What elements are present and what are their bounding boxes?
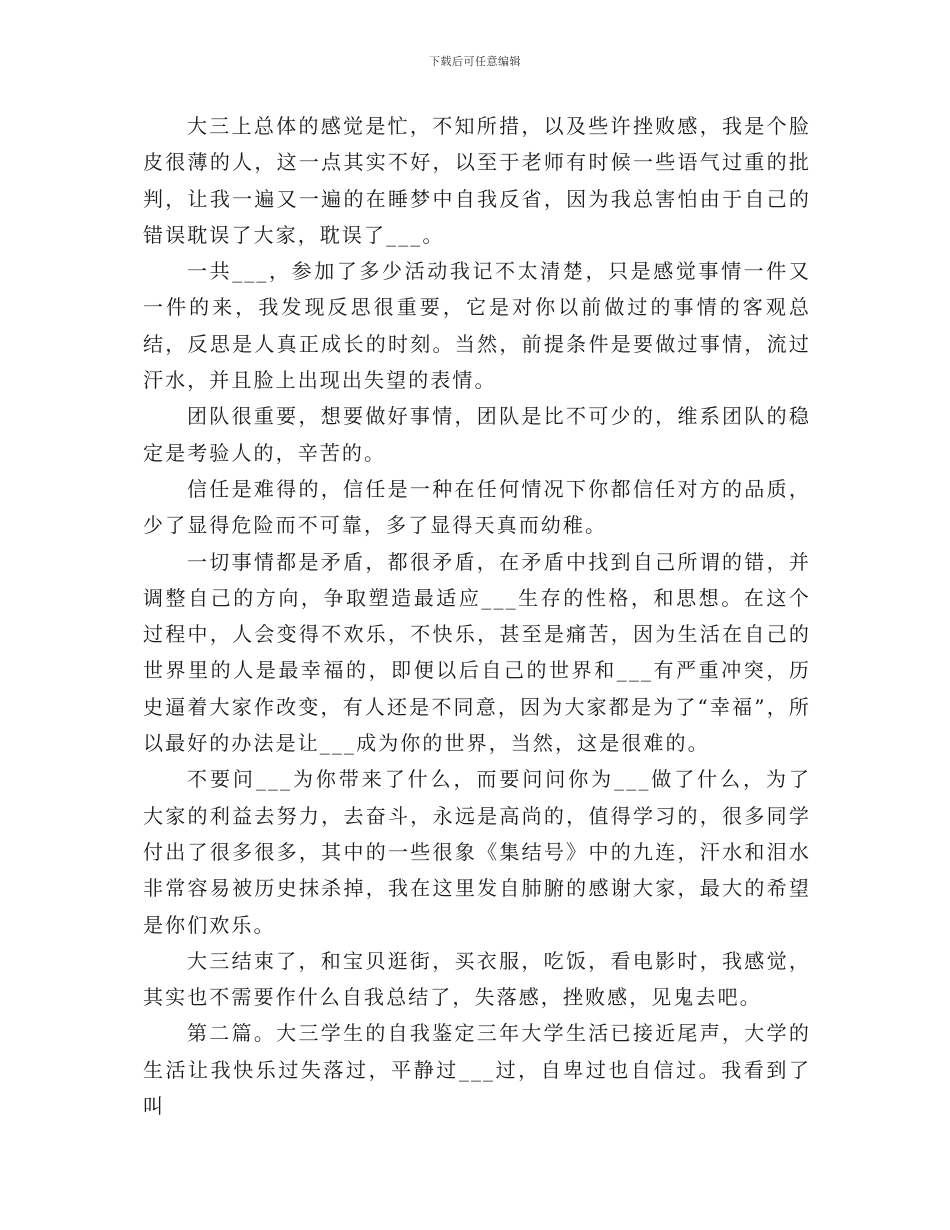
paragraph: 大三结束了，和宝贝逛街，买衣服，吃饭，看电影时，我感觉，其实也不需要作什么自我总结了，失落感，挫败感，见鬼去吧。 (143, 948, 811, 1010)
page-header: 下载后可任意编辑 (429, 55, 521, 68)
paragraph: 信任是难得的，信任是一种在任何情况下你都信任对方的品质，少了显得危险而不可靠，多了显得天真而幼稚。 (143, 476, 811, 538)
paragraph: 一共___，参加了多少活动我记不太清楚，只是感觉事情一件又一件的来，我发现反思很重要，它是对你以前做过的事情的客观总结，反思是人真正成长的时刻。当然，前提条件是要做过事情，流过汗水，并且脸上出现出失望的表情。 (143, 259, 811, 393)
paragraph: 团队很重要，想要做好事情，团队是比不可少的，维系团队的稳定是考验人的，辛苦的。 (143, 404, 811, 465)
paragraph: 一切事情都是矛盾，都很矛盾，在矛盾中找到自己所谓的错，并调整自己的方向，争取塑造最适应___生存的性格，和思想。在这个过程中，人会变得不欢乐，不快乐，甚至是痛苦，因为生活在自己的世界里的人是最幸福的，即便以后自己的世界和___有严重冲突，历史逼着大家作改变，有人还是不同意，因为大家都是为了“幸福”，所以最好的办法是让___成为你的世界，当然，这是很难的。 (143, 549, 811, 756)
paragraph: 不要问___为你带来了什么，而要问问你为___做了什么，为了大家的利益去努力，去奋斗，永远是高尚的，值得学习的，很多同学付出了很多很多，其中的一些很象《集结号》中的九连，汗水和泪水非常容易被历史抹杀掉，我在这里发自肺腑的感谢大家，最大的希望是你们欢乐。 (143, 767, 811, 937)
paragraph: 第二篇。大三学生的自我鉴定三年大学生活已接近尾声，大学的生活让我快乐过失落过，平静过___过，自卑过也自信过。我看到了叫 (143, 1021, 811, 1119)
paragraph: 大三上总体的感觉是忙，不知所措，以及些许挫败感，我是个脸皮很薄的人，这一点其实不好，以至于老师有时候一些语气过重的批判，让我一遍又一遍的在睡梦中自我反省，因为我总害怕由于自己的错误耽误了大家，耽误了___。 (143, 114, 811, 247)
document-body (143, 108, 811, 1124)
